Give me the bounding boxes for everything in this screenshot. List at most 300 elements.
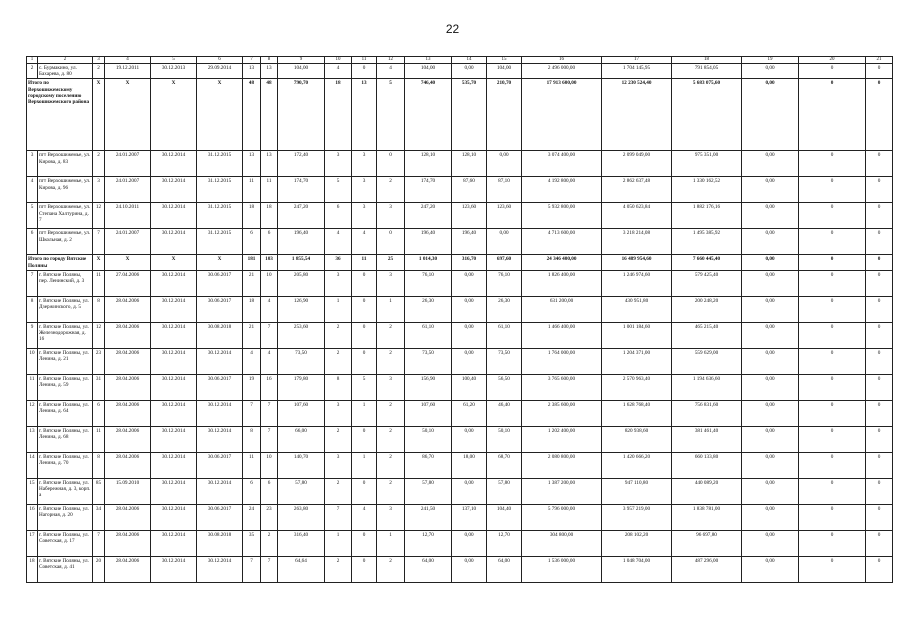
cell-col-12: 25 <box>377 255 405 270</box>
cell-col-12: 2 <box>377 426 405 452</box>
cell-col-9: 263,80 <box>278 504 325 530</box>
cell-col-16: 5 932 800,00 <box>522 203 602 229</box>
cell-col-20: 0 <box>799 203 866 229</box>
cell-col-4: 28.04.2006 <box>105 400 151 426</box>
cell-col-8: 13 <box>261 151 278 177</box>
cell-col-21: 0 <box>866 203 893 229</box>
cell-col-11: 3 <box>352 151 377 177</box>
cell-col-4: X <box>105 79 151 151</box>
cell-col-4: 19.12.2011 <box>105 64 151 79</box>
cell-col-9: 172,40 <box>278 151 325 177</box>
cell-col-10: 2 <box>325 478 352 504</box>
cell-col-20: 0 <box>799 322 866 348</box>
column-number: 14 <box>452 57 487 64</box>
cell-col-7: 7 <box>243 400 261 426</box>
cell-col-18: 1 838 781,00 <box>672 504 742 530</box>
cell-col-10: 3 <box>325 400 352 426</box>
cell-col-11: 0 <box>352 530 377 556</box>
column-number: 15 <box>487 57 522 64</box>
cell-col-16: 4 713 600,00 <box>522 229 602 255</box>
cell-col-7: 18 <box>243 296 261 322</box>
cell-col-10: 6 <box>325 203 352 229</box>
cell-col-19: 0,00 <box>742 322 799 348</box>
cell-col-19: 0,00 <box>742 400 799 426</box>
address-cell: г. Вятские Поляны, ул. Железнодорожная, д. 16 <box>38 322 93 348</box>
table-row <box>27 348 893 374</box>
table-row <box>27 64 893 79</box>
cell-col-16: 1 387 200,00 <box>522 478 602 504</box>
address-cell: г. Вятские Поляны, ул. Советская, д. 17 <box>38 530 93 556</box>
cell-col-19: 0,00 <box>742 374 799 400</box>
cell-col-12: 0 <box>377 151 405 177</box>
cell-col-6: 30.06.2017 <box>197 504 243 530</box>
address-cell: пгт Верхошижемье, ул. Кирова, д. 96 <box>38 177 93 203</box>
cell-col-11: 13 <box>352 79 377 151</box>
cell-col-21: 0 <box>866 530 893 556</box>
cell-col-17: 3 957 219,00 <box>602 504 672 530</box>
cell-col-11: 5 <box>352 374 377 400</box>
cell-col-18: 975 351,00 <box>672 151 742 177</box>
cell-col-9: 64,64 <box>278 556 325 582</box>
cell-col-19: 0,00 <box>742 504 799 530</box>
table-row <box>27 177 893 203</box>
page-number: 22 <box>445 22 460 36</box>
cell-col-7: 13 <box>243 64 261 79</box>
cell-col-7: 35 <box>243 530 261 556</box>
cell-col-11: 1 <box>352 400 377 426</box>
cell-col-8: 10 <box>261 452 278 478</box>
cell-col-20: 0 <box>799 478 866 504</box>
column-number: 8 <box>261 57 278 64</box>
cell-col-10: 1 <box>325 296 352 322</box>
cell-col-15: 76,10 <box>487 270 522 296</box>
cell-col-4: 15.09.2010 <box>105 478 151 504</box>
cell-col-18: 1 194 636,60 <box>672 374 742 400</box>
cell-col-19: 0,00 <box>742 151 799 177</box>
cell-col-15: 64,00 <box>487 556 522 582</box>
table-row <box>27 229 893 255</box>
row-number: 17 <box>27 530 38 556</box>
table-row <box>27 452 893 478</box>
cell-col-12: 1 <box>377 296 405 322</box>
cell-col-20: 0 <box>799 229 866 255</box>
cell-col-13: 61,10 <box>405 322 452 348</box>
cell-col-16: 24 346 400,00 <box>522 255 602 270</box>
cell-col-7: 7 <box>243 556 261 582</box>
cell-col-17: 1 204 371,00 <box>602 348 672 374</box>
cell-col-16: 2 385 600,00 <box>522 400 602 426</box>
address-cell: пгт Верхошижемье, ул. Школьная, д. 2 <box>38 229 93 255</box>
cell-col-4: 28.04.2006 <box>105 556 151 582</box>
cell-col-10: 2 <box>325 322 352 348</box>
cell-col-21: 0 <box>866 452 893 478</box>
cell-col-4: 27.04.2006 <box>105 270 151 296</box>
cell-col-15: 73,50 <box>487 348 522 374</box>
cell-col-6: 29.09.2014 <box>197 64 243 79</box>
table-row <box>27 530 893 556</box>
cell-col-7: 21 <box>243 322 261 348</box>
column-number: 4 <box>105 57 151 64</box>
cell-col-9: 104,00 <box>278 64 325 79</box>
cell-col-4: 28.04.2006 <box>105 504 151 530</box>
cell-col-12: 2 <box>377 322 405 348</box>
cell-col-4: 24.01.2007 <box>105 151 151 177</box>
table-row <box>27 504 893 530</box>
cell-col-11: 11 <box>352 255 377 270</box>
cell-col-8: 7 <box>261 426 278 452</box>
subtotal-label: Итого по городу Вятские Поляны <box>27 255 93 270</box>
cell-col-21: 0 <box>866 270 893 296</box>
column-number: 5 <box>151 57 197 64</box>
cell-col-10: 1 <box>325 530 352 556</box>
cell-col-17: 947 110,80 <box>602 478 672 504</box>
cell-col-8: 18 <box>261 203 278 229</box>
cell-col-13: 107,60 <box>405 400 452 426</box>
cell-col-10: 7 <box>325 504 352 530</box>
cell-col-17: 4 050 623,84 <box>602 203 672 229</box>
cell-col-20: 0 <box>799 151 866 177</box>
cell-col-9: 316,40 <box>278 530 325 556</box>
cell-col-13: 57,80 <box>405 478 452 504</box>
cell-col-16: 1 202 400,00 <box>522 426 602 452</box>
cell-col-3: 8 <box>93 296 105 322</box>
cell-col-3: 85 <box>93 478 105 504</box>
cell-col-6: 30.08.2018 <box>197 530 243 556</box>
cell-col-13: 156,90 <box>405 374 452 400</box>
cell-col-11: 1 <box>352 452 377 478</box>
row-number: 13 <box>27 426 38 452</box>
cell-col-14: 18,00 <box>452 452 487 478</box>
cell-col-14: 123,60 <box>452 203 487 229</box>
table-row <box>27 296 893 322</box>
cell-col-8: 103 <box>261 255 278 270</box>
cell-col-4: 28.04.2006 <box>105 452 151 478</box>
cell-col-20: 0 <box>799 556 866 582</box>
cell-col-8: 7 <box>261 322 278 348</box>
cell-col-17: 1 628 768,40 <box>602 400 672 426</box>
cell-col-15: 104,00 <box>487 64 522 79</box>
cell-col-18: 559 629,00 <box>672 348 742 374</box>
cell-col-20: 0 <box>799 504 866 530</box>
cell-col-13: 174,70 <box>405 177 452 203</box>
cell-col-5: 30.12.2013 <box>151 64 197 79</box>
cell-col-12: 4 <box>377 64 405 79</box>
cell-col-16: 1 826 400,00 <box>522 270 602 296</box>
cell-col-11: 0 <box>352 322 377 348</box>
cell-col-16: 4 192 800,00 <box>522 177 602 203</box>
cell-col-14: 0,00 <box>452 348 487 374</box>
row-number: 7 <box>27 270 38 296</box>
cell-col-4: 24.01.2007 <box>105 229 151 255</box>
cell-col-19: 0,00 <box>742 296 799 322</box>
cell-col-5: 30.12.2014 <box>151 203 197 229</box>
address-cell: г. Вятские Поляны, ул. Ленина, д. 68 <box>38 426 93 452</box>
cell-col-12: 2 <box>377 452 405 478</box>
cell-col-6: 30.06.2017 <box>197 296 243 322</box>
cell-col-8: 6 <box>261 229 278 255</box>
address-cell: пгт Верхошижемье, ул. Кирова, д. 83 <box>38 151 93 177</box>
cell-col-13: 64,00 <box>405 556 452 582</box>
cell-col-14: 535,70 <box>452 79 487 151</box>
table-row <box>27 203 893 229</box>
cell-col-3: 23 <box>93 348 105 374</box>
cell-col-10: 4 <box>325 229 352 255</box>
cell-col-11: 4 <box>352 504 377 530</box>
cell-col-18: 756 831,60 <box>672 400 742 426</box>
cell-col-12: 3 <box>377 374 405 400</box>
cell-col-14: 128,10 <box>452 151 487 177</box>
cell-col-3: 2 <box>93 64 105 79</box>
cell-col-20: 0 <box>799 255 866 270</box>
cell-col-8: 16 <box>261 374 278 400</box>
column-number: 19 <box>742 57 799 64</box>
column-number: 17 <box>602 57 672 64</box>
cell-col-19: 0,00 <box>742 79 799 151</box>
cell-col-10: 2 <box>325 556 352 582</box>
cell-col-14: 100,40 <box>452 374 487 400</box>
cell-col-3: 8 <box>93 452 105 478</box>
cell-col-5: 30.12.2014 <box>151 296 197 322</box>
cell-col-16: 17 913 600,00 <box>522 79 602 151</box>
cell-col-16: 1 536 000,00 <box>522 556 602 582</box>
cell-col-8: 2 <box>261 530 278 556</box>
column-number: 2 <box>38 57 93 64</box>
cell-col-8: 4 <box>261 348 278 374</box>
subtotal-row <box>27 79 893 151</box>
cell-col-18: 200 248,20 <box>672 296 742 322</box>
cell-col-19: 0,00 <box>742 478 799 504</box>
cell-col-12: 2 <box>377 556 405 582</box>
cell-col-7: 19 <box>243 374 261 400</box>
cell-col-16: 631 200,00 <box>522 296 602 322</box>
cell-col-19: 0,00 <box>742 426 799 452</box>
column-number: 10 <box>325 57 352 64</box>
cell-col-7: 6 <box>243 229 261 255</box>
cell-col-12: 2 <box>377 400 405 426</box>
cell-col-17: 2 862 637,48 <box>602 177 672 203</box>
table-row <box>27 270 893 296</box>
cell-col-10: 3 <box>325 452 352 478</box>
cell-col-14: 196,40 <box>452 229 487 255</box>
cell-col-18: 1 495 385,92 <box>672 229 742 255</box>
cell-col-16: 1 764 000,00 <box>522 348 602 374</box>
cell-col-6: X <box>197 255 243 270</box>
cell-col-8: 7 <box>261 400 278 426</box>
column-number: 1 <box>27 57 38 64</box>
cell-col-3: 11 <box>93 426 105 452</box>
cell-col-18: 487 296,00 <box>672 556 742 582</box>
cell-col-6: 30.06.2017 <box>197 452 243 478</box>
cell-col-19: 0,00 <box>742 348 799 374</box>
cell-col-20: 0 <box>799 530 866 556</box>
cell-col-10: 5 <box>325 177 352 203</box>
cell-col-7: 8 <box>243 426 261 452</box>
cell-col-14: 316,70 <box>452 255 487 270</box>
cell-col-15: 57,80 <box>487 478 522 504</box>
cell-col-11: 4 <box>352 229 377 255</box>
cell-col-3: 7 <box>93 530 105 556</box>
cell-col-3: 31 <box>93 374 105 400</box>
cell-col-21: 0 <box>866 296 893 322</box>
cell-col-5: 30.12.2014 <box>151 270 197 296</box>
cell-col-5: 30.12.2014 <box>151 478 197 504</box>
cell-col-17: 2 570 963,40 <box>602 374 672 400</box>
cell-col-21: 0 <box>866 426 893 452</box>
cell-col-12: 3 <box>377 270 405 296</box>
cell-col-17: 1 048 704,00 <box>602 556 672 582</box>
cell-col-17: 430 951,80 <box>602 296 672 322</box>
table-row <box>27 478 893 504</box>
cell-col-3: X <box>93 79 105 151</box>
column-number: 11 <box>352 57 377 64</box>
column-number: 6 <box>197 57 243 64</box>
cell-col-20: 0 <box>799 177 866 203</box>
cell-col-20: 0 <box>799 452 866 478</box>
cell-col-21: 0 <box>866 322 893 348</box>
cell-col-13: 12,70 <box>405 530 452 556</box>
address-cell: г. Вятские Поляны, ул. Ленина, д. 21 <box>38 348 93 374</box>
cell-col-15: 26,30 <box>487 296 522 322</box>
row-number: 11 <box>27 374 38 400</box>
row-number: 10 <box>27 348 38 374</box>
cell-col-10: 2 <box>325 426 352 452</box>
cell-col-8: 13 <box>261 64 278 79</box>
housing-register-table <box>26 56 893 583</box>
cell-col-11: 0 <box>352 426 377 452</box>
cell-col-21: 0 <box>866 400 893 426</box>
cell-col-21: 0 <box>866 374 893 400</box>
cell-col-6: 30.12.2014 <box>197 348 243 374</box>
cell-col-13: 128,10 <box>405 151 452 177</box>
address-cell: пгт Верхошижемье, ул. Степана Халтурина, д. 7 <box>38 203 93 229</box>
row-number: 9 <box>27 322 38 348</box>
cell-col-4: 24.10.2011 <box>105 203 151 229</box>
column-number: 21 <box>866 57 893 64</box>
cell-col-4: 24.01.2007 <box>105 177 151 203</box>
cell-col-5: 30.12.2014 <box>151 530 197 556</box>
cell-col-21: 0 <box>866 64 893 79</box>
cell-col-3: 6 <box>93 400 105 426</box>
cell-col-5: 30.12.2014 <box>151 177 197 203</box>
cell-col-15: 56,50 <box>487 374 522 400</box>
cell-col-5: X <box>151 79 197 151</box>
cell-col-5: 30.12.2014 <box>151 151 197 177</box>
address-cell: г. Вятские Поляны, ул. Дзержинского, д. 5 <box>38 296 93 322</box>
table-row <box>27 322 893 348</box>
cell-col-9: 140,70 <box>278 452 325 478</box>
cell-col-17: 16 489 954,60 <box>602 255 672 270</box>
column-number: 18 <box>672 57 742 64</box>
cell-col-10: 2 <box>325 348 352 374</box>
cell-col-6: 30.12.2014 <box>197 426 243 452</box>
cell-col-9: 66,00 <box>278 426 325 452</box>
cell-col-4: 28.04.2006 <box>105 296 151 322</box>
row-number: 15 <box>27 478 38 504</box>
cell-col-15: 50,10 <box>487 426 522 452</box>
cell-col-5: 30.12.2014 <box>151 504 197 530</box>
cell-col-13: 1 014,30 <box>405 255 452 270</box>
cell-col-21: 0 <box>866 151 893 177</box>
cell-col-12: 5 <box>377 79 405 151</box>
row-number: 3 <box>27 151 38 177</box>
cell-col-18: 1 882 176,16 <box>672 203 742 229</box>
table-row <box>27 374 893 400</box>
cell-col-12: 1 <box>377 530 405 556</box>
cell-col-17: 1 420 666,20 <box>602 452 672 478</box>
column-number: 12 <box>377 57 405 64</box>
cell-col-3: 11 <box>93 270 105 296</box>
cell-col-10: 18 <box>325 79 352 151</box>
cell-col-20: 0 <box>799 64 866 79</box>
cell-col-7: 6 <box>243 478 261 504</box>
cell-col-8: 11 <box>261 177 278 203</box>
cell-col-14: 0,00 <box>452 556 487 582</box>
cell-col-13: 104,00 <box>405 64 452 79</box>
cell-col-13: 73,50 <box>405 348 452 374</box>
row-number: 4 <box>27 177 38 203</box>
cell-col-15: 68,70 <box>487 452 522 478</box>
cell-col-6: 31.12.2015 <box>197 177 243 203</box>
cell-col-15: 123,60 <box>487 203 522 229</box>
cell-col-17: 1 001 184,60 <box>602 322 672 348</box>
cell-col-5: 30.12.2014 <box>151 556 197 582</box>
cell-col-4: 28.04.2006 <box>105 322 151 348</box>
cell-col-15: 12,70 <box>487 530 522 556</box>
cell-col-4: 28.04.2006 <box>105 530 151 556</box>
cell-col-14: 61,20 <box>452 400 487 426</box>
cell-col-5: 30.12.2014 <box>151 452 197 478</box>
cell-col-17: 820 938,60 <box>602 426 672 452</box>
cell-col-9: 57,80 <box>278 478 325 504</box>
cell-col-5: 30.12.2014 <box>151 229 197 255</box>
cell-col-21: 0 <box>866 478 893 504</box>
cell-col-15: 697,60 <box>487 255 522 270</box>
cell-col-17: 208 102,20 <box>602 530 672 556</box>
row-number: 6 <box>27 229 38 255</box>
cell-col-5: 30.12.2014 <box>151 322 197 348</box>
cell-col-11: 3 <box>352 177 377 203</box>
cell-col-19: 0,00 <box>742 255 799 270</box>
column-number: 7 <box>243 57 261 64</box>
cell-col-11: 0 <box>352 478 377 504</box>
cell-col-18: 96 697,80 <box>672 530 742 556</box>
cell-col-12: 3 <box>377 203 405 229</box>
cell-col-12: 2 <box>377 478 405 504</box>
table-row <box>27 556 893 582</box>
column-number: 16 <box>522 57 602 64</box>
address-cell: г. Вятские Поляны, ул. Советская, д. 41 <box>38 556 93 582</box>
cell-col-21: 0 <box>866 556 893 582</box>
cell-col-10: 8 <box>325 374 352 400</box>
cell-col-21: 0 <box>866 348 893 374</box>
cell-col-19: 0,00 <box>742 203 799 229</box>
cell-col-3: X <box>93 255 105 270</box>
cell-col-4: 28.04.2006 <box>105 348 151 374</box>
cell-col-13: 26,30 <box>405 296 452 322</box>
cell-col-21: 0 <box>866 504 893 530</box>
cell-col-5: 30.12.2014 <box>151 426 197 452</box>
table-row <box>27 400 893 426</box>
cell-col-18: 440 089,20 <box>672 478 742 504</box>
cell-col-12: 3 <box>377 504 405 530</box>
cell-col-8: 10 <box>261 270 278 296</box>
cell-col-3: 3 <box>93 177 105 203</box>
address-cell: г. Вятские Поляны, ул. Ленина, д. 59 <box>38 374 93 400</box>
cell-col-6: 30.08.2018 <box>197 322 243 348</box>
cell-col-20: 0 <box>799 374 866 400</box>
cell-col-9: 174,70 <box>278 177 325 203</box>
cell-col-3: 20 <box>93 556 105 582</box>
